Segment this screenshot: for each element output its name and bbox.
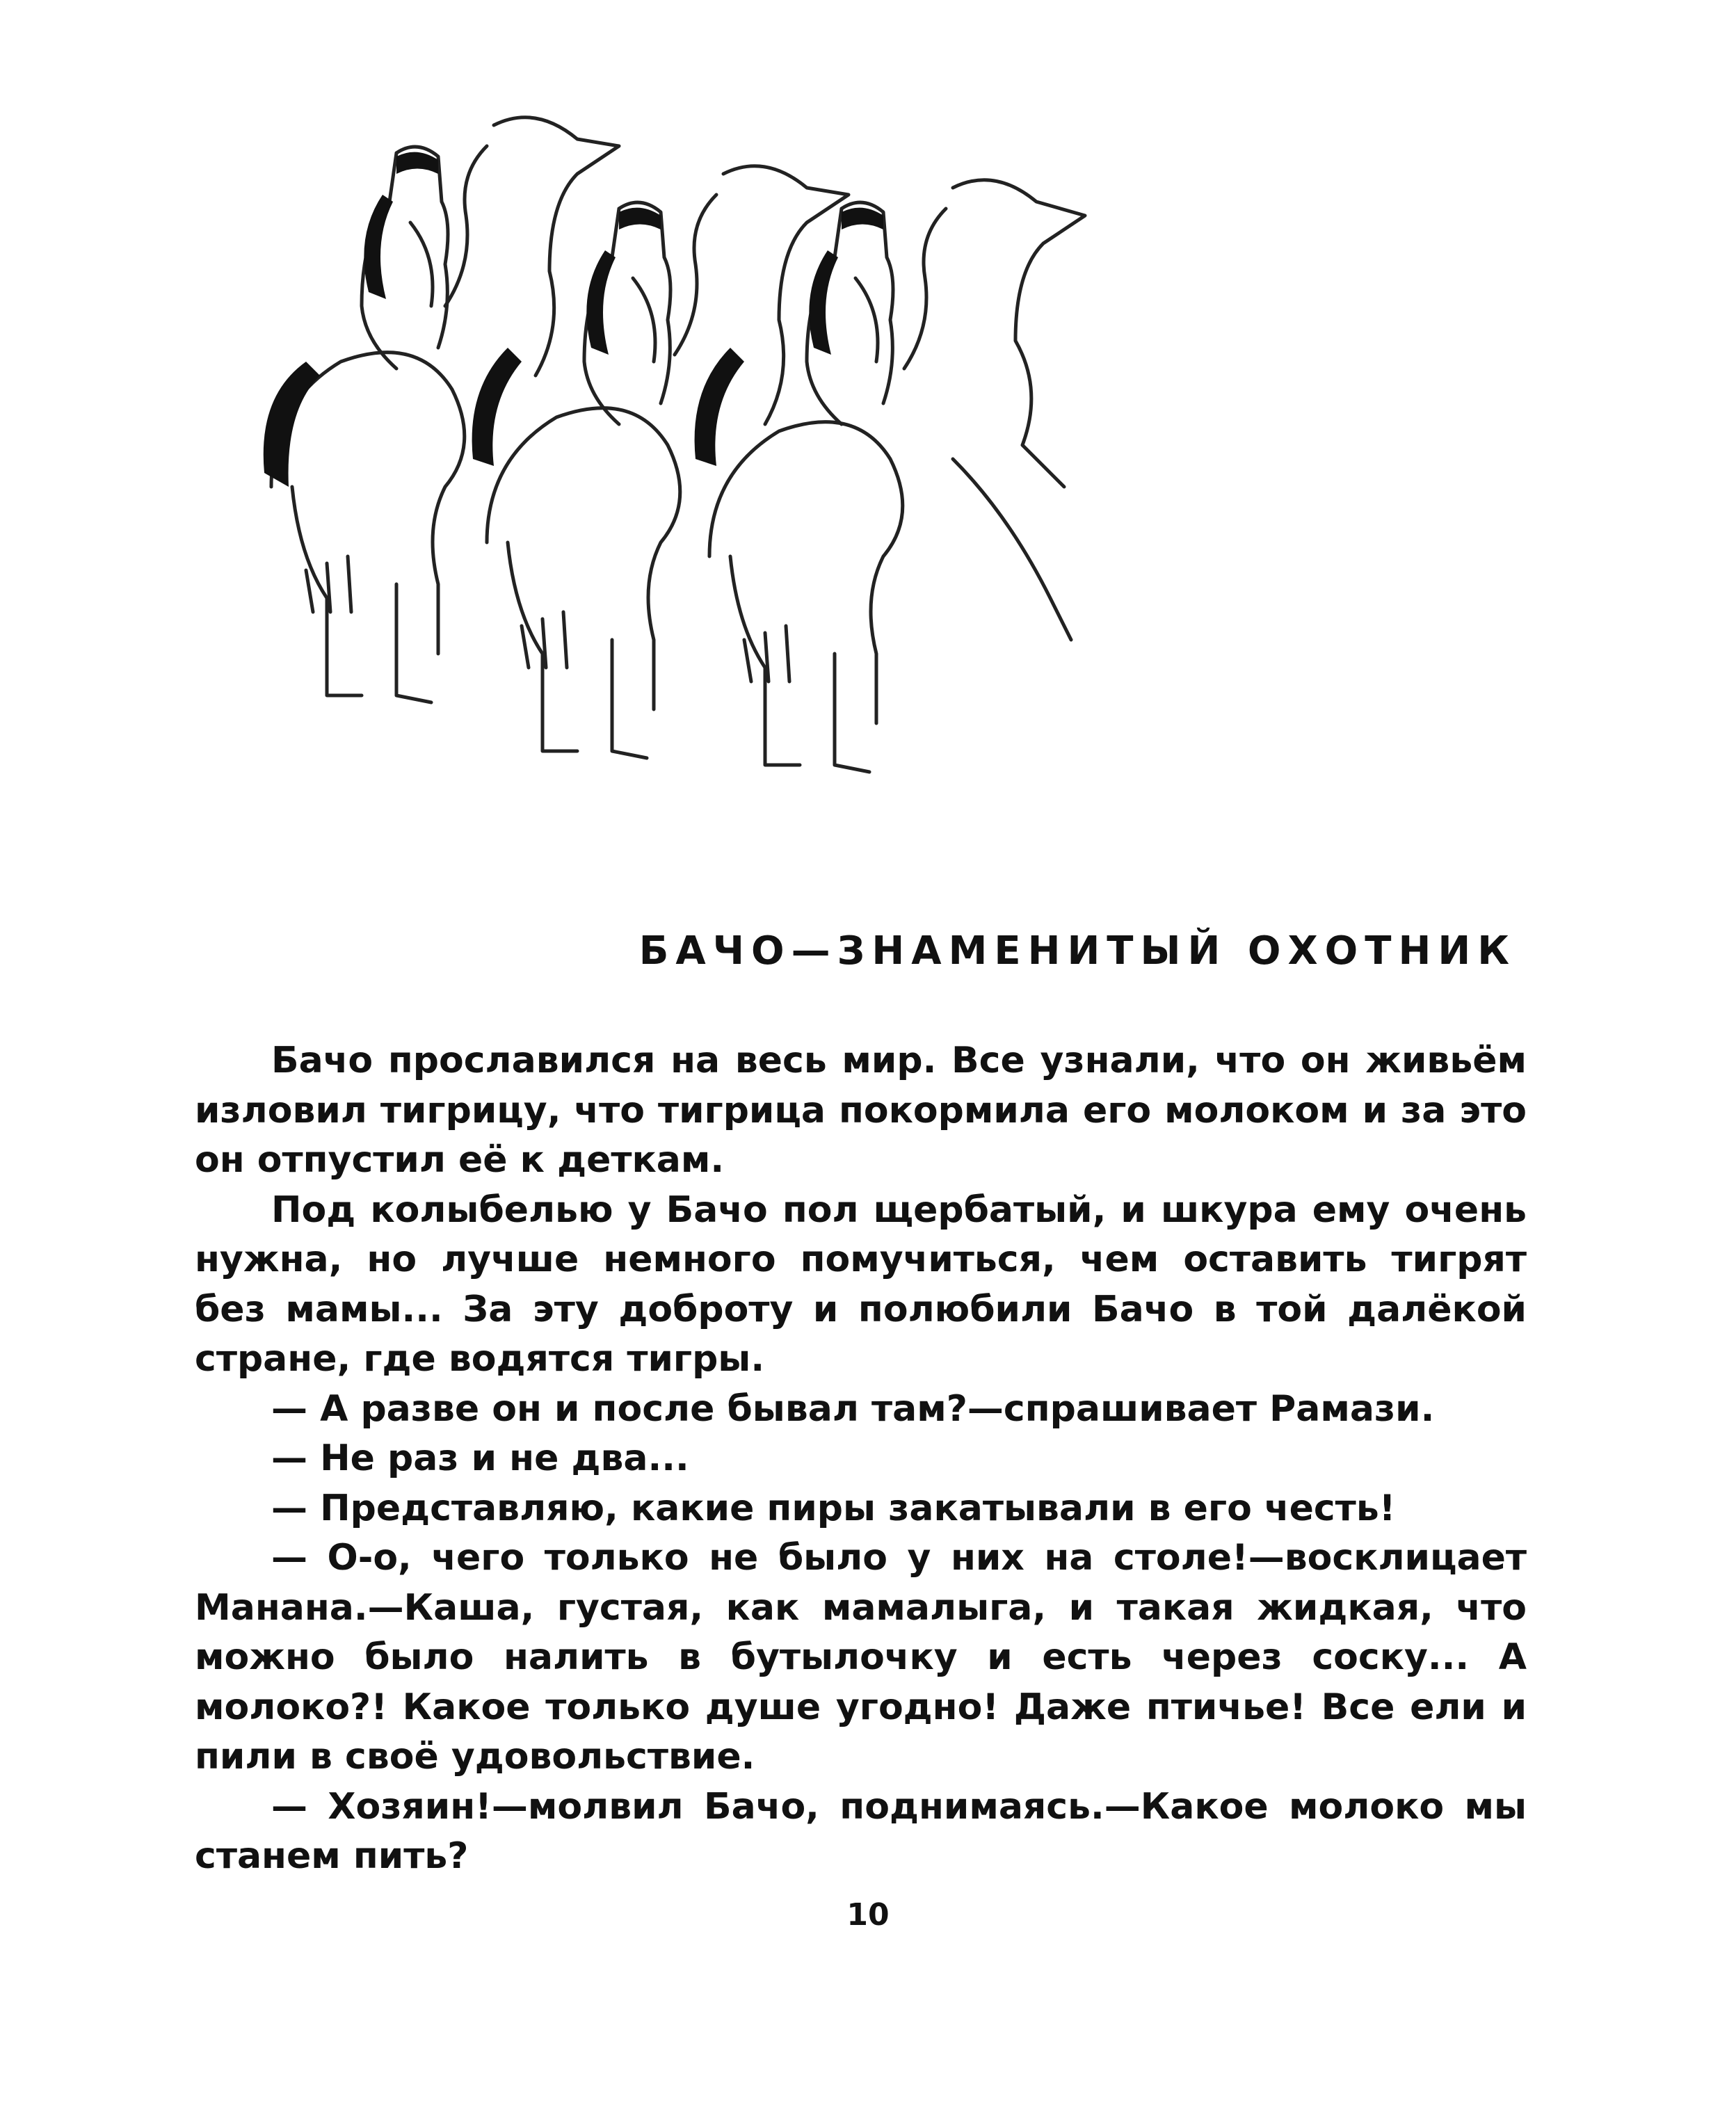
page-number: 10 (846, 1897, 890, 1933)
dialogue-line: — Представляю, какие пиры закатывали в его честь! (271, 1487, 1396, 1529)
chapter-title: БАЧО—ЗНАМЕНИТЫЙ ОХОТНИК (638, 928, 1516, 974)
dialogue-line: — А разве он и после бывал там?—спрашивает Рамази. (271, 1387, 1435, 1430)
rider-horse-middle (487, 166, 849, 758)
riders-illustration (188, 97, 1189, 848)
dialogue-line: — Не раз и не два... (271, 1437, 689, 1479)
dialogue-line: — Хозяин!—молвил Бачо, поднимаясь.—Какое молоко мы станем пить? (195, 1785, 1527, 1877)
dialogue-line: — О-о, чего только не было у них на столе!—восклицает Манана.—Каша, густая, как мамалыга, и такая жидкая, что можно было налить в бутылочку и есть через соску... А молоко?! Какое только душе угодно! Даже птичье! Все ели и пили в своё удовольствие. (195, 1537, 1527, 1778)
paragraph: Бачо прославился на весь мир. Все узнали, что он живьём изловил тигрицу, что тигрица покормила его молоком и за это он отпустил её к деткам. (195, 1040, 1527, 1181)
paragraph: Под колыбелью у Бачо пол щербатый, и шкура ему очень нужна, но лучше немного помучиться, чем оставить тигрят без мамы... За эту доброту и полюбили Бачо в той далёкой стране, где водятся тигры. (195, 1189, 1527, 1380)
rider-horse-left (271, 118, 619, 702)
mane-shading (264, 152, 883, 487)
chapter-body (195, 1036, 1527, 1882)
rider-horse-right (709, 180, 1085, 772)
